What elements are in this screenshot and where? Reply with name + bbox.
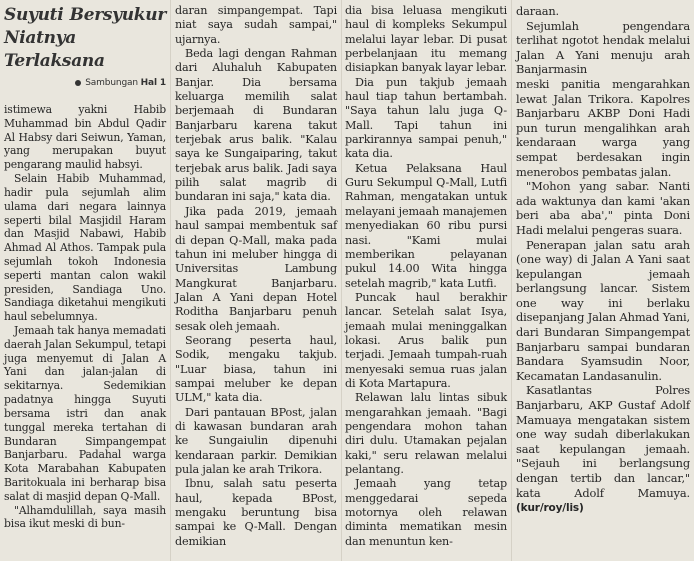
paragraph: meski panitia mengarahkan lewat Jalan Trikora. Kapolres Banjarbaru AKBP Doni Hadi pun turun mengalihkan arah kendaraan warga yang sempat berdesakan ingin menerobos pembatas jalan. <box>516 76 690 179</box>
article-column-3 <box>345 4 507 549</box>
paragraph: Puncak haul berakhir lancar. Setelah salat Isya, jemaah mulai meninggalkan lokasi. Arus balik pun terjadi. Jemaah tumpah-ruah menyesaki semua ruas jalan di Kota Martapura. <box>345 290 507 390</box>
paragraph: "Mohon yang sabar. Nanti ada waktunya dan kami 'akan beri aba aba'," pinta Doni Hadi melalui pengeras suara. <box>516 179 690 237</box>
paragraph: Ibnu, salah satu peserta haul, kepada BPost, mengaku beruntung bisa sampai ke Q-Mall. Dengan demikian <box>175 477 337 548</box>
paragraph: Penerapan jalan satu arah (one way) di Jalan A Yani saat kepulangan jemaah berlangsung lancar. Sistem one way ini berlaku disepanjang Jalan Ahmad Yani, dari Bundaran Simpangempat Banjarbaru sampai bundaran Bandara Syamsudin Noor, Kecamatan Landasanulin. <box>516 237 691 383</box>
article-column-4 <box>516 4 690 516</box>
headline: Suyuti Bersyukur Niatnya Terlaksana <box>4 5 166 71</box>
paragraph <box>516 383 690 515</box>
column-divider <box>511 0 512 561</box>
paragraph: Sejumlah pengendara terlihat ngotot hendak melalui Jalan A Yani menuju arah Banjarmasin <box>516 18 690 77</box>
paragraph: Jemaah tak hanya memadati daerah Jalan Sekumpul, tetapi juga menyemut di Jalan A Yani dan jalan-jalan di sekitarnya. Sedemikian padatnya hingga Suyuti bersama istri dan anak tunggal mereka tertahan di Bundaran Simpangempat Banjarbaru. Padahal warga Kota Marabahan Kabupaten Baritokuala ini berharap bisa salat di masjid depan Q-Mall. <box>4 324 166 503</box>
paragraph: daraan. <box>516 4 560 18</box>
column-divider <box>170 0 171 561</box>
byline: (kur/roy/lis) <box>516 502 584 515</box>
paragraph: Seorang peserta haul, Sodik, mengaku takjub. "Luar biasa, tahun ini sampai meluber ke depan ULM," kata dia. <box>175 333 337 405</box>
continued-page: Hal 1 <box>140 78 166 88</box>
paragraph: dia bisa leluasa mengikuti haul di kompleks Sekumpul melalui layar lebar. Di pusat perbelanjaan itu memang disiapkan banyak layar lebar. <box>345 4 507 75</box>
paragraph: Jemaah yang tetap menggedarai sepeda motornya oleh relawan diminta mematikan mesin dan menuntun ken- <box>345 477 507 548</box>
paragraph: Beda lagi dengan Rahman dari Aluhaluh Kabupaten Banjar. Dia bersama keluarga memilih salat berjemaah di Bundaran Banjarbaru karena takut terjebak arus balik. "Kalau saya ke Sungaiparing, takut terjebak arus balik. Jadi saya pilih salat magrib di bundaran ini saja," kata dia. <box>175 47 337 204</box>
paragraph: Relawan lalu lintas sibuk mengarahkan jemaah. "Bagi pengendara mohon tahan diri dulu. Utamakan pejalan kaki," seru relawan melalui pelantang. <box>345 391 507 476</box>
paragraph: istimewa yakni Habib Muhammad bin Abdul Qadir Al Habsy dari Seiwun, Yaman, yang merupakan buyut pengarang maulid habsyi. <box>4 103 166 172</box>
paragraph: Jika pada 2019, jemaah haul sampai membentuk saf di depan Q-Mall, maka pada tahun ini meluber hingga di Universitas Lambung Mangkurat Banjarbaru. Jalan A Yani depan Hotel Roditha Banjarbaru penuh sesak oleh jemaah. <box>175 204 337 333</box>
paragraph: Selain Habib Muhammad, hadir pula sejumlah alim ulama dari negara lainnya seperti bilal Masjidil Haram dan Masjid Nabawi, Habib Ahmad Al Athos. Tampak pula sejumlah tokoh Indonesia seperti mantan calon wakil presiden, Sandiaga Uno. Sandiaga diketahui mengikuti haul sebelumnya. <box>4 172 166 324</box>
continued-prefix: Sambungan <box>85 78 138 88</box>
paragraph-text: Kasatlantas Polres Banjarbaru, AKP Gustaf Adolf Mamuaya mengatakan sistem one way sudah diberlakukan saat kepulangan jemaah. "Sejauh ini berlangsung dengan tertib dan lancar," kata Adolf Mamuya. <box>516 383 690 500</box>
paragraph: Dari pantauan BPost, jalan di kawasan bundaran arah ke Sungaiulin dipenuhi kendaraan parkir. Demikian pula jalan ke arah Trikora. <box>175 405 337 476</box>
bullet-icon <box>75 80 81 86</box>
paragraph: "Alhamdulillah, saya masih bisa ikut meski di bun- <box>4 503 166 531</box>
article-column-2 <box>175 4 337 549</box>
paragraph: Dia pun takjub jemaah haul tiap tahun bertambah. "Saya tahun lalu juga Q-Mall. Tapi tahun ini parkirannya sampai penuh," kata dia. <box>345 75 507 161</box>
continued-from-label <box>4 75 166 91</box>
column-divider <box>341 0 342 561</box>
paragraph: Ketua Pelaksana Haul Guru Sekumpul Q-Mall, Lutfi Rahman, mengatakan untuk melayani jemaah manajemen menyediakan 60 ribu pursi nasi. "Kami mulai memberikan pelayanan pukul 14.00 Wita hingga setelah magrib," kata Lutfi. <box>345 161 507 290</box>
paragraph: daran simpangempat. Tapi niat saya sudah sampai," ujarnya. <box>175 4 337 46</box>
article-column-1 <box>4 4 166 531</box>
